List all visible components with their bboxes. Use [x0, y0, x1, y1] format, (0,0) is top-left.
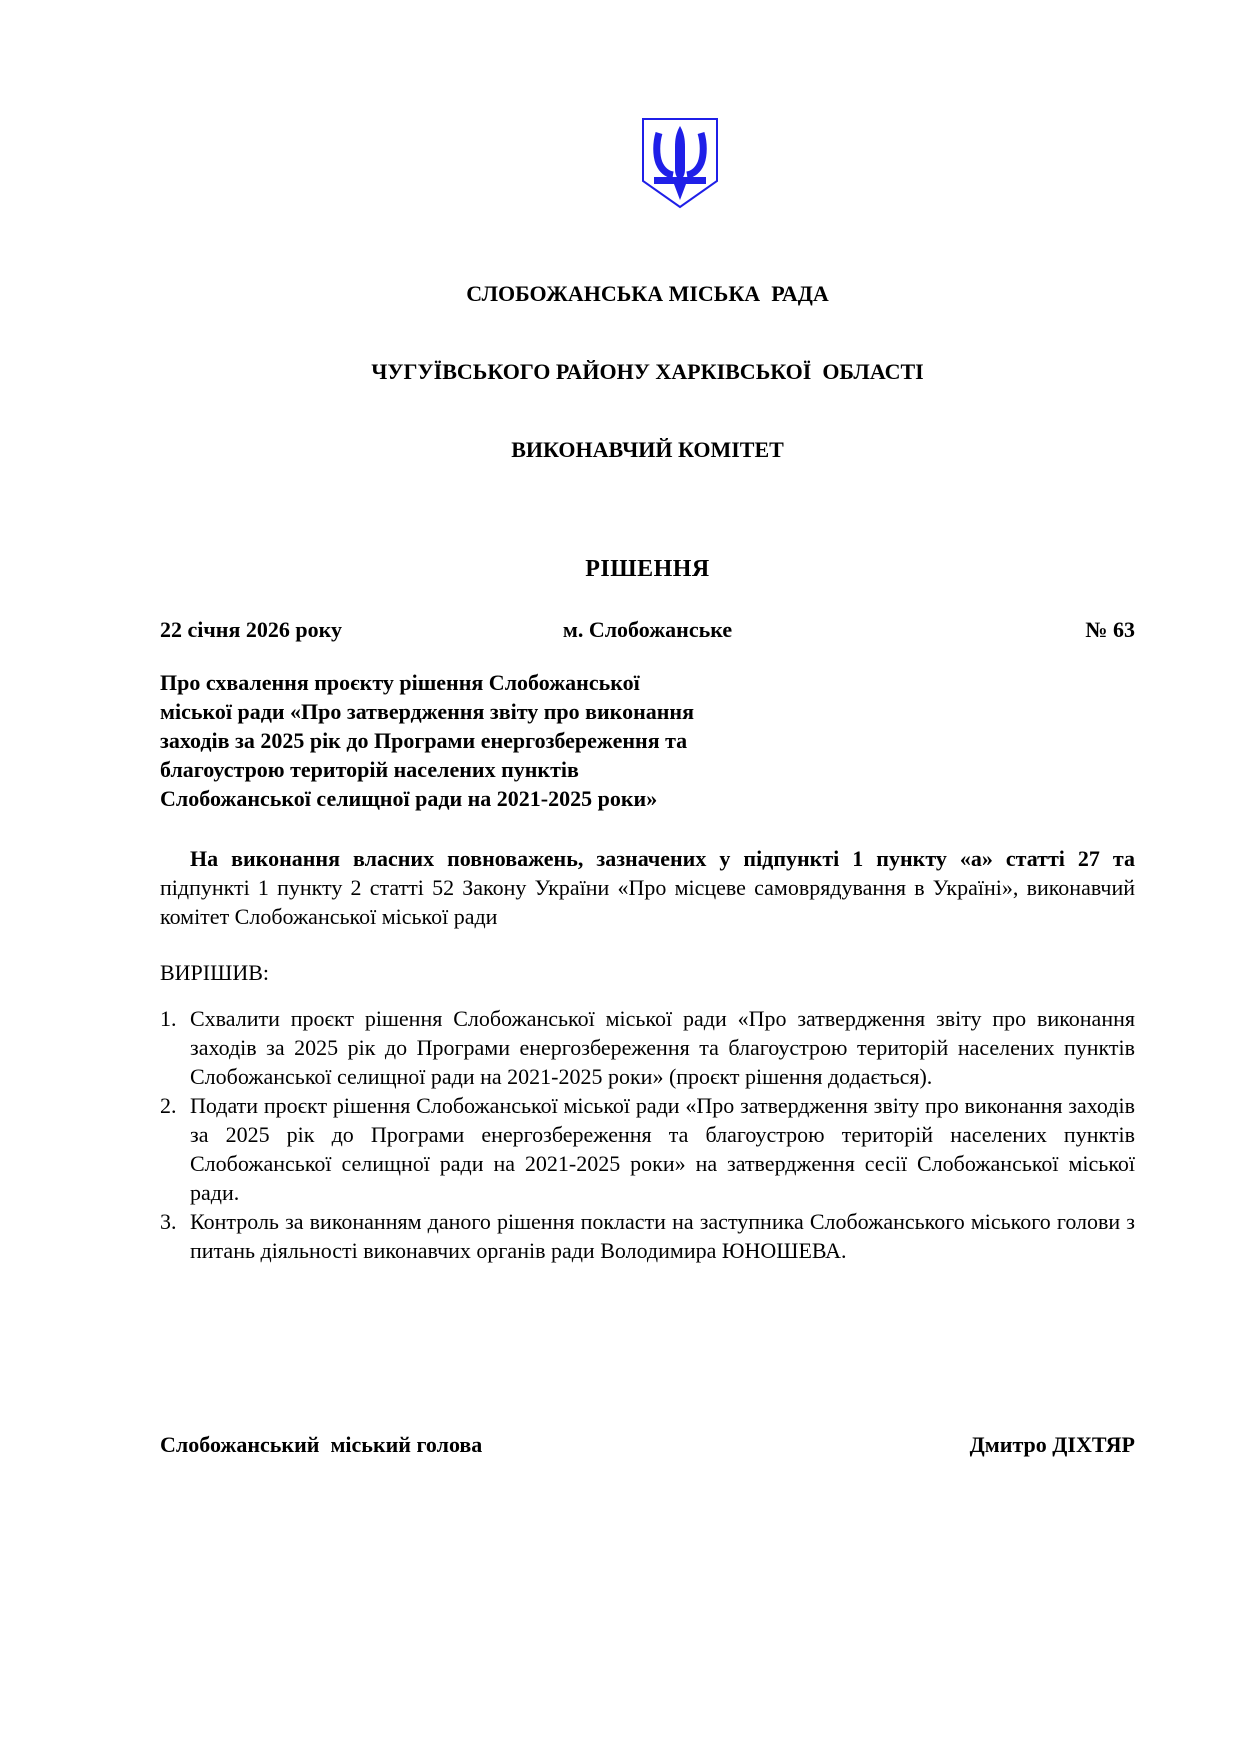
district-region-line: ЧУГУЇВСЬКОГО РАЙОНУ ХАРКІВСЬКОЇ ОБЛАСТІ: [371, 359, 924, 384]
resolution-items-list: [160, 1004, 1135, 1265]
list-item-text: Подати проєкт рішення Слобожанської міської ради «Про затвердження звіту про виконання заходів за 2025 рік до Програми енергозбереження та благоустрою територій населених пунктів Слобожанської селищної ради на 2021-2025 роки» на затвердження сесії Слобожанської міської ради.: [190, 1093, 1135, 1205]
preamble-bold-text: На виконання власних повноважень, зазначених у підпункті 1 пункту «а» статті 27 та: [190, 846, 1135, 871]
preamble-paragraph: [160, 844, 1135, 931]
council-name-line: СЛОБОЖАНСЬКА МІСЬКА РАДА: [466, 281, 829, 306]
document-type-title: РІШЕННЯ: [585, 556, 710, 582]
list-item-text: Схвалити проєкт рішення Слобожанської міської ради «Про затвердження звіту про виконання заходів за 2025 рік до Програми енергозбереження та благоустрою територій населених пунктів Слобожанської селищної ради на 2021-2025 роки» (проєкт рішення додається).: [190, 1006, 1135, 1089]
list-item-number: 3.: [160, 1209, 177, 1234]
list-item: [160, 1004, 1135, 1091]
document-number: № 63: [1085, 617, 1135, 642]
list-item-text: Контроль за виконанням даного рішення покласти на заступника Слобожанського міського голови з питань діяльності виконавчих органів ради Володимира ЮНОШЕВА.: [190, 1209, 1135, 1263]
list-item-number: 1.: [160, 1006, 177, 1031]
executive-committee-line: ВИКОНАВЧИЙ КОМІТЕТ: [511, 437, 784, 462]
document-content: [160, 0, 1135, 1459]
subject-line: Слобожанської селищної ради на 2021-2025 роки»: [160, 786, 658, 811]
signature-row: [160, 1430, 1135, 1459]
document-date: 22 січня 2026 року: [160, 617, 342, 642]
resolution-heading: ВИРІШИВ:: [160, 960, 269, 985]
document-header: [160, 229, 1135, 515]
preamble-regular-text: підпункті 1 пункту 2 статті 52 Закону України «Про місцеве самоврядування в Україні», виконавчий комітет Слобожанської міської ради: [160, 875, 1135, 929]
meta-row: [160, 615, 1135, 644]
signatory-position: Слобожанський міський голова: [160, 1432, 483, 1457]
subject-line: Про схвалення проєкту рішення Слобожанської: [160, 670, 640, 695]
subject-line: заходів за 2025 рік до Програми енергозбереження та: [160, 728, 688, 753]
subject-line: благоустрою територій населених пунктів: [160, 757, 579, 782]
list-item: [160, 1207, 1135, 1265]
signatory-name: Дмитро ДІХТЯР: [969, 1432, 1135, 1457]
document-subject: [160, 668, 1135, 813]
document-place: м. Слобожанське: [562, 617, 733, 642]
list-item-number: 2.: [160, 1093, 177, 1118]
subject-line: міської ради «Про затвердження звіту про виконання: [160, 699, 694, 724]
list-item: [160, 1091, 1135, 1207]
